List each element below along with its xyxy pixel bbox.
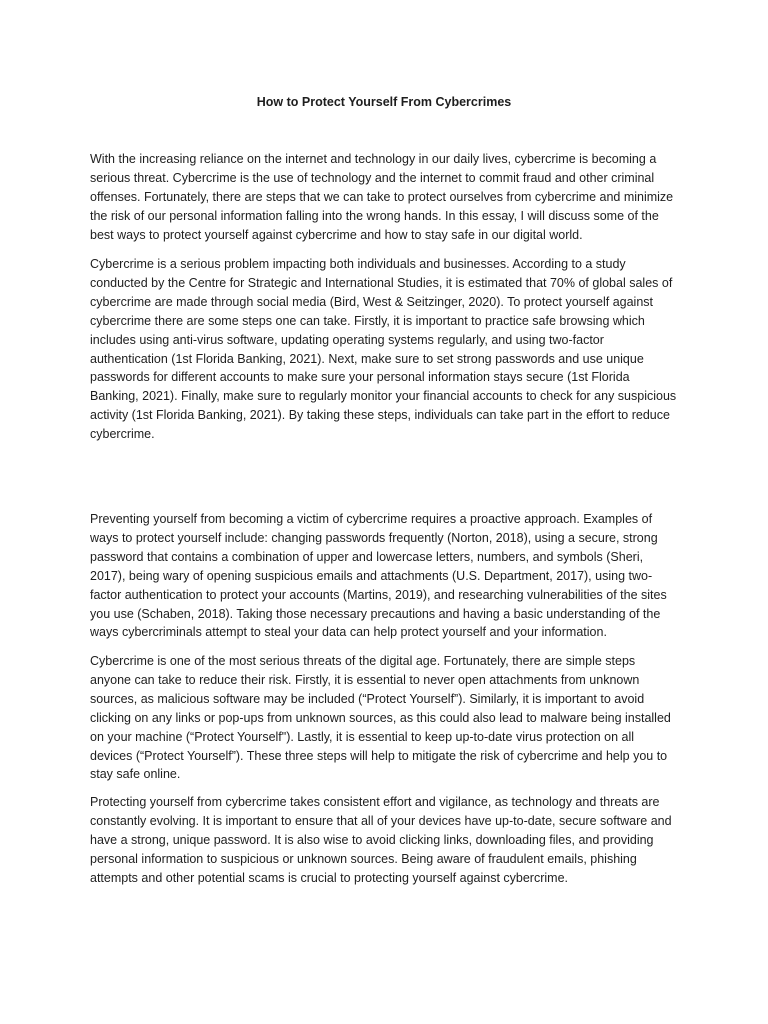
document-title: How to Protect Yourself From Cybercrimes <box>256 95 512 109</box>
paragraph-proactive-approach: Preventing yourself from becoming a victim of cybercrime requires a proactive approach. Examples of ways to protect yourself include: changing passwords frequently (Norton, 2018), using a secure, strong password that contains a combination of upper and lowercase letters, numbers, and symbols (Sheri, 2017), being wary of opening suspicious emails and attachments (U.S. Department, 2017), using two-factor authentication to protect your accounts (Martins, 2019), and researching vulnerabilities of the sites you use (Schaben, 2018). Taking those necessary precautions and having a basic understanding of the ways cybercriminals attempt to steal your data can help protect yourself and your information. <box>90 512 667 640</box>
paragraph-intro: With the increasing reliance on the internet and technology in our daily lives, cybercrime is becoming a serious threat. Cybercrime is the use of technology and the internet to commit fraud and other criminal offenses. Fortunately, there are steps that we can take to protect ourselves from cybercrime and minimize the risk of our personal information falling into the wrong hands. In this essay, I will discuss some of the best ways to protect yourself against cybercrime and how to stay safe in our digital world. <box>90 152 674 242</box>
paragraph-serious-threats: Cybercrime is one of the most serious threats of the digital age. Fortunately, there are simple steps anyone can take to reduce their risk. Firstly, it is essential to never open attachments from unknown sources, as malicious software may be included (“Protect Yourself”). Similarly, it is important to avoid clicking on any links or pop-ups from unknown sources, as this could also lead to malware being installed on your machine (“Protect Yourself"). Lastly, it is essential to keep up-to-date virus protection on all devices (“Protect Yourself”). These three steps will help to mitigate the risk of cybercrime and help you to stay safe online. <box>90 654 671 782</box>
paragraph-conclusion: Protecting yourself from cybercrime takes consistent effort and vigilance, as technology and threats are constantly evolving. It is important to ensure that all of your devices have up-to-date, secure software and have a strong, unique password. It is also wise to avoid clicking links, downloading files, and providing personal information to suspicious or unknown sources. Being aware of fraudulent emails, phishing attempts and other potential scams is crucial to protecting yourself against cybercrime. <box>90 795 672 885</box>
paragraph-serious-problem: Cybercrime is a serious problem impacting both individuals and businesses. According to a study conducted by the Centre for Strategic and International Studies, it is estimated that 70% of global sales of cybercrime are made through social media (Bird, West & Seitzinger, 2020). To protect yourself against cybercrime there are some steps one can take. Firstly, it is important to practice safe browsing which includes using anti-virus software, updating operating systems regularly, and using two-factor authentication (1st Florida Banking, 2021). Next, make sure to set strong passwords and use unique passwords for different accounts to make sure your personal information stays secure (1st Florida Banking, 2021). Finally, make sure to regularly monitor your financial accounts to check for any suspicious activity (1st Florida Banking, 2021). By taking these steps, individuals can take part in the effort to reduce cybercrime. <box>90 257 677 442</box>
